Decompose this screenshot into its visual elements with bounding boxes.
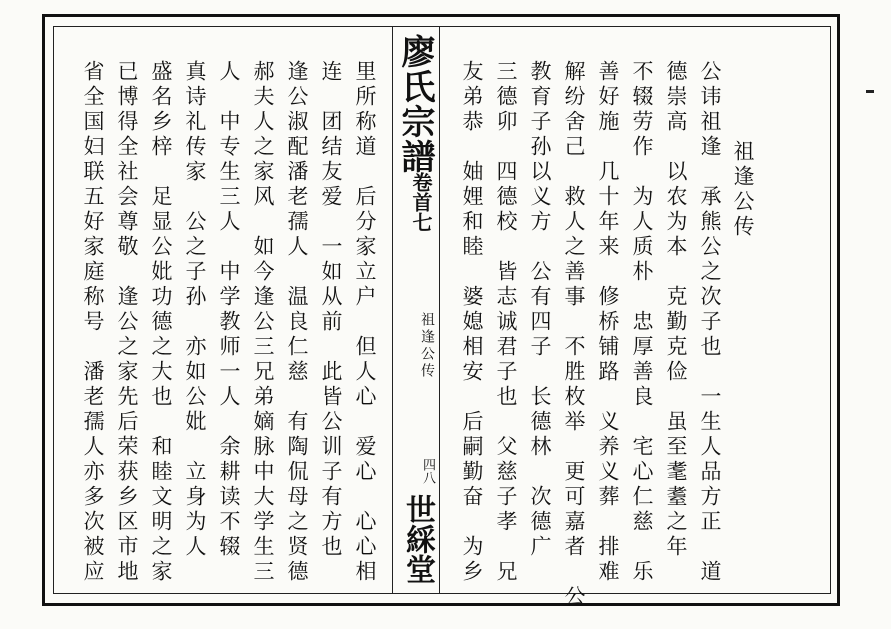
text-column: 德崇高 以农为本 克勤克俭 虽至耄耋之年 (664, 60, 688, 560)
hall-name: 世綵堂 (400, 494, 435, 584)
text-column: 人 中专生三人 中学教师一人 余耕读不辍 (217, 60, 241, 560)
text-column: 友弟恭 妯娌和睦 婆媳相安 后嗣勤奋 为乡 (460, 60, 484, 585)
text-column: 省全国妇联五好家庭称号 潘老孺人亦多次被应 (81, 60, 105, 585)
biography-subtitle: 祖逢公传 (419, 312, 435, 380)
text-column: 不辍劳作 为人质朴 忠厚善良 宅心仁慈 乐 (630, 60, 654, 585)
section-label: 卷首七 (409, 172, 433, 232)
scan-speck (866, 90, 874, 93)
text-column: 真诗礼传家 公之子孙 亦如公妣 立身为人 (183, 60, 207, 560)
biography-title: 祖逢公传 (731, 140, 755, 240)
text-column: 连 团结友爱 一如从前 此皆公训子有方也 (319, 60, 343, 560)
text-column: 三德卯 四德校 皆志诚君子也 父慈子孝 兄 (494, 60, 518, 585)
page-number: 四八 (420, 458, 435, 484)
text-column: 郝夫人之家风 如今逢公三兄弟嫡脉中大学生三 (251, 60, 275, 585)
text-column: 里所称道 后分家立户 但人心 爱心 心心相 (353, 60, 377, 585)
text-column: 盛名乡梓 足显公妣功德之大也 和睦文明之家 (149, 60, 173, 585)
text-column: 解纷舍己 救人之善事 不胜枚举 更可嘉者 公 (562, 60, 586, 610)
text-column: 善好施 几十年来 修桥铺路 义养义葬 排难 (596, 60, 620, 585)
text-column: 公讳祖逢 承熊公之次子也 一生人品方正 道 (698, 60, 722, 585)
text-column: 教育子孙以义方 公有四子 长德林 次德广 (528, 60, 552, 560)
running-title: 廖氏宗譜 (395, 34, 435, 174)
text-column: 逢公淑配潘老孺人 温良仁慈 有陶侃母之贤德 (285, 60, 309, 585)
text-column: 已博得全社会尊敬 逢公之家先后荣获乡区市地 (115, 60, 139, 585)
